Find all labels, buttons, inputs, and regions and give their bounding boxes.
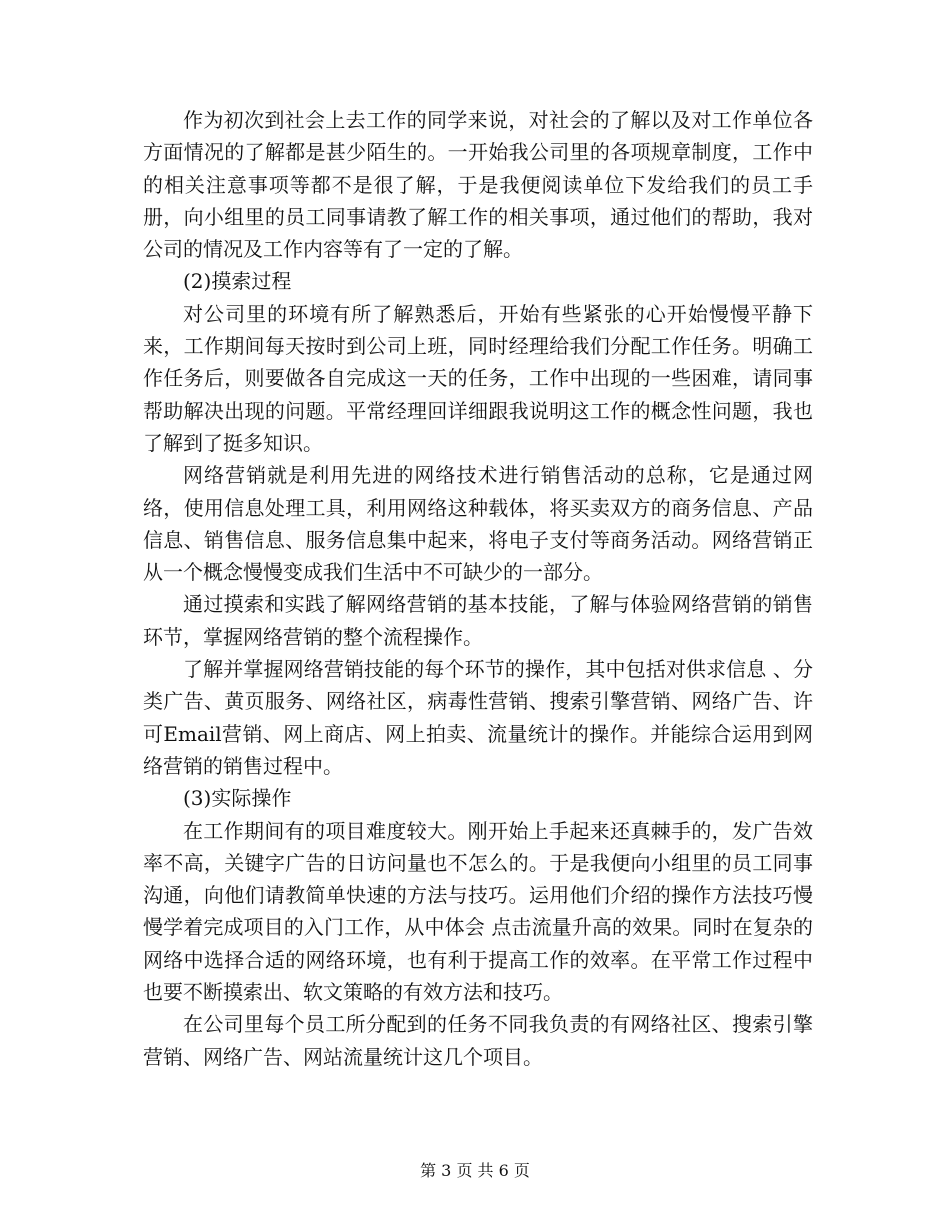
paragraph: 在工作期间有的项目难度较大。刚开始上手起来还真棘手的，发广告效率不高，关键字广告的日访问量也不怎么的。于是我便向小组里的员工同事沟通，向他们请教简单快速的方法与技巧。运用他们介绍的操作方法技巧慢慢学着完成项目的入门工作，从中体会 点击流量升高的效果。同时在复杂的网络中选择合适的网络环境，也有利于提高工作的效率。在平常工作过程中也要不断摸索出、软文策略的有效方法和技巧。 <box>143 818 813 1005</box>
paragraph: 在公司里每个员工所分配到的任务不同我负责的有网络社区、搜索引擎营销、网络广告、网站流量统计这几个项目。 <box>143 1012 813 1069</box>
paragraph: 对公司里的环境有所了解熟悉后，开始有些紧张的心开始慢慢平静下来，工作期间每天按时到公司上班，同时经理给我们分配工作任务。明确工作任务后，则要做各自完成这一天的任务，工作中出现的一些困难，请同事帮助解决出现的问题。平常经理回详细跟我说明这工作的概念性问题，我也了解到了挺多知识。 <box>143 301 813 455</box>
paragraph: 作为初次到社会上去工作的同学来说，对社会的了解以及对工作单位各方面情况的了解都是甚少陌生的。一开始我公司里的各项规章制度，工作中的相关注意事项等都不是很了解，于是我便阅读单位下发给我们的员工手册，向小组里的员工同事请教了解工作的相关事项，通过他们的帮助，我对公司的情况及工作内容等有了一定的了解。 <box>143 108 813 262</box>
section-heading-practice: (3)实际操作 <box>183 786 292 811</box>
paragraph: 了解并掌握网络营销技能的每个环节的操作，其中包括对供求信息 、分类广告、黄页服务、网络社区，病毒性营销、搜索引擎营销、网络广告、许可Email营销、网上商店、网上拍卖、流量统计的操作。并能综合运用到网络营销的销售过程中。 <box>143 657 813 778</box>
section-heading-exploration: (2)摸索过程 <box>183 269 292 294</box>
body-text <box>143 104 813 1073</box>
paragraph: 通过摸索和实践了解网络营销的基本技能，了解与体验网络营销的销售环节，掌握网络营销的整个流程操作。 <box>143 592 813 649</box>
page-number-footer: 第 3 页 共 6 页 <box>420 1161 530 1180</box>
paragraph: 网络营销就是利用先进的网络技术进行销售活动的总称，它是通过网络，使用信息处理工具，利用网络这种载体，将买卖双方的商务信息、产品信息、销售信息、服务信息集中起来，将电子支付等商务活动。网络营销正从一个概念慢慢变成我们生活中不可缺少的一部分。 <box>143 463 813 585</box>
